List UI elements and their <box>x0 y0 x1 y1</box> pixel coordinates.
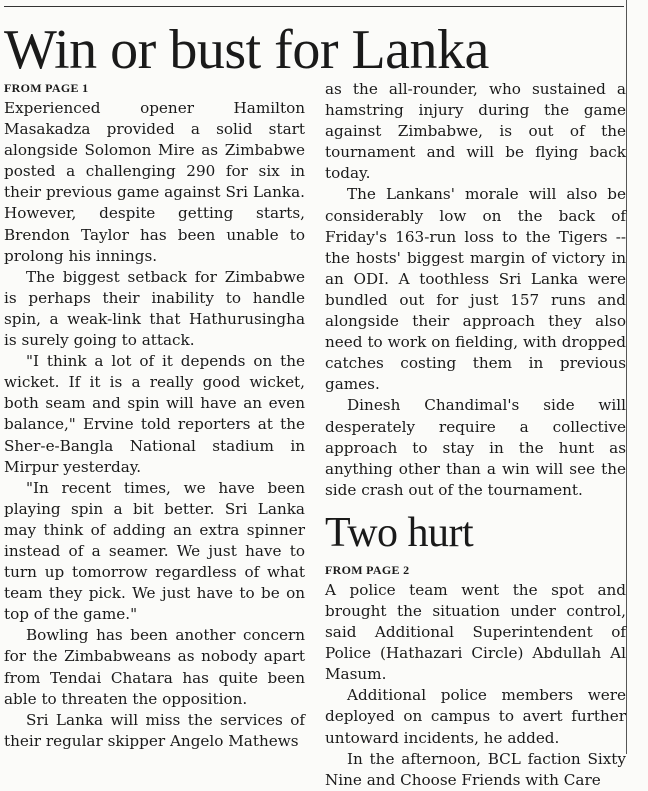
column-rule <box>626 0 627 754</box>
story2-headline: Two hurt <box>325 509 474 556</box>
paragraph: Bowling has been another concern for the Zimbabweans as nobody apart from Tendai Chatara has quite been able to threaten the opposition. <box>4 626 305 708</box>
paragraph: In the afternoon, BCL faction Sixty Nine and Choose Friends with Care <box>325 749 626 789</box>
paragraph: The biggest setback for Zimbabwe is perhaps their inability to handle spin, a weak-link that Hathurusingha is surely going to attack. <box>4 267 305 350</box>
paragraph: A police team went the spot and brought the situation under control, said Additional Superintendent of Police (Hathazari Circle) Abdullah Al Masum. <box>325 580 626 684</box>
top-rule <box>4 6 624 7</box>
story-kicker: FROM PAGE 1 <box>4 81 89 95</box>
paragraph: The Lankans' morale will also be considerably low on the back of Friday's 163-run loss to the Tigers -- the hosts' biggest margin of victory in an ODI. A toothless Sri Lanka were bundled out for just 157 runs and alongside their approach they also need to work on fielding, with dropped catches costing them in previous games. <box>325 185 626 394</box>
headline: Win or bust for Lanka <box>4 19 489 81</box>
paragraph: Dinesh Chandimal's side will desperately require a collective approach to stay in the hunt as anything other than a win will see the side crash out of the tournament. <box>325 396 626 499</box>
paragraph: Sri Lanka will miss the services of their regular skipper Angelo Mathews <box>4 710 305 750</box>
story2-kicker: FROM PAGE 2 <box>325 562 410 577</box>
paragraph: "I think a lot of it depends on the wicket. If it is a really good wicket, both seam and spin will have an even balance," Ervine told reporters at the Sher-e-Bangla National stadium in Mirpur yesterday. <box>4 352 305 476</box>
story-left-column <box>4 79 305 752</box>
story-right-column <box>325 79 626 791</box>
paragraph: as the all-rounder, who sustained a hamstring injury during the game against Zimbabwe, is out of the tournament and will be flying back today. <box>325 80 626 183</box>
paragraph: Experienced opener Hamilton Masakadza provided a solid start alongside Solomon Mire as Zimbabwe posted a challenging 290 for six in their previous game against Sri Lanka. However, despite getting starts, Brendon Taylor has been unable to prolong his innings. <box>4 99 305 265</box>
paragraph: Additional police members were deployed on campus to avert further untoward incidents, he added. <box>325 686 626 747</box>
paragraph: "In recent times, we have been playing spin a bit better. Sri Lanka may think of adding an extra spinner instead of a seamer. We just have to turn up tomorrow regardless of what team they pick. We just have to be on top of the game." <box>4 478 305 624</box>
